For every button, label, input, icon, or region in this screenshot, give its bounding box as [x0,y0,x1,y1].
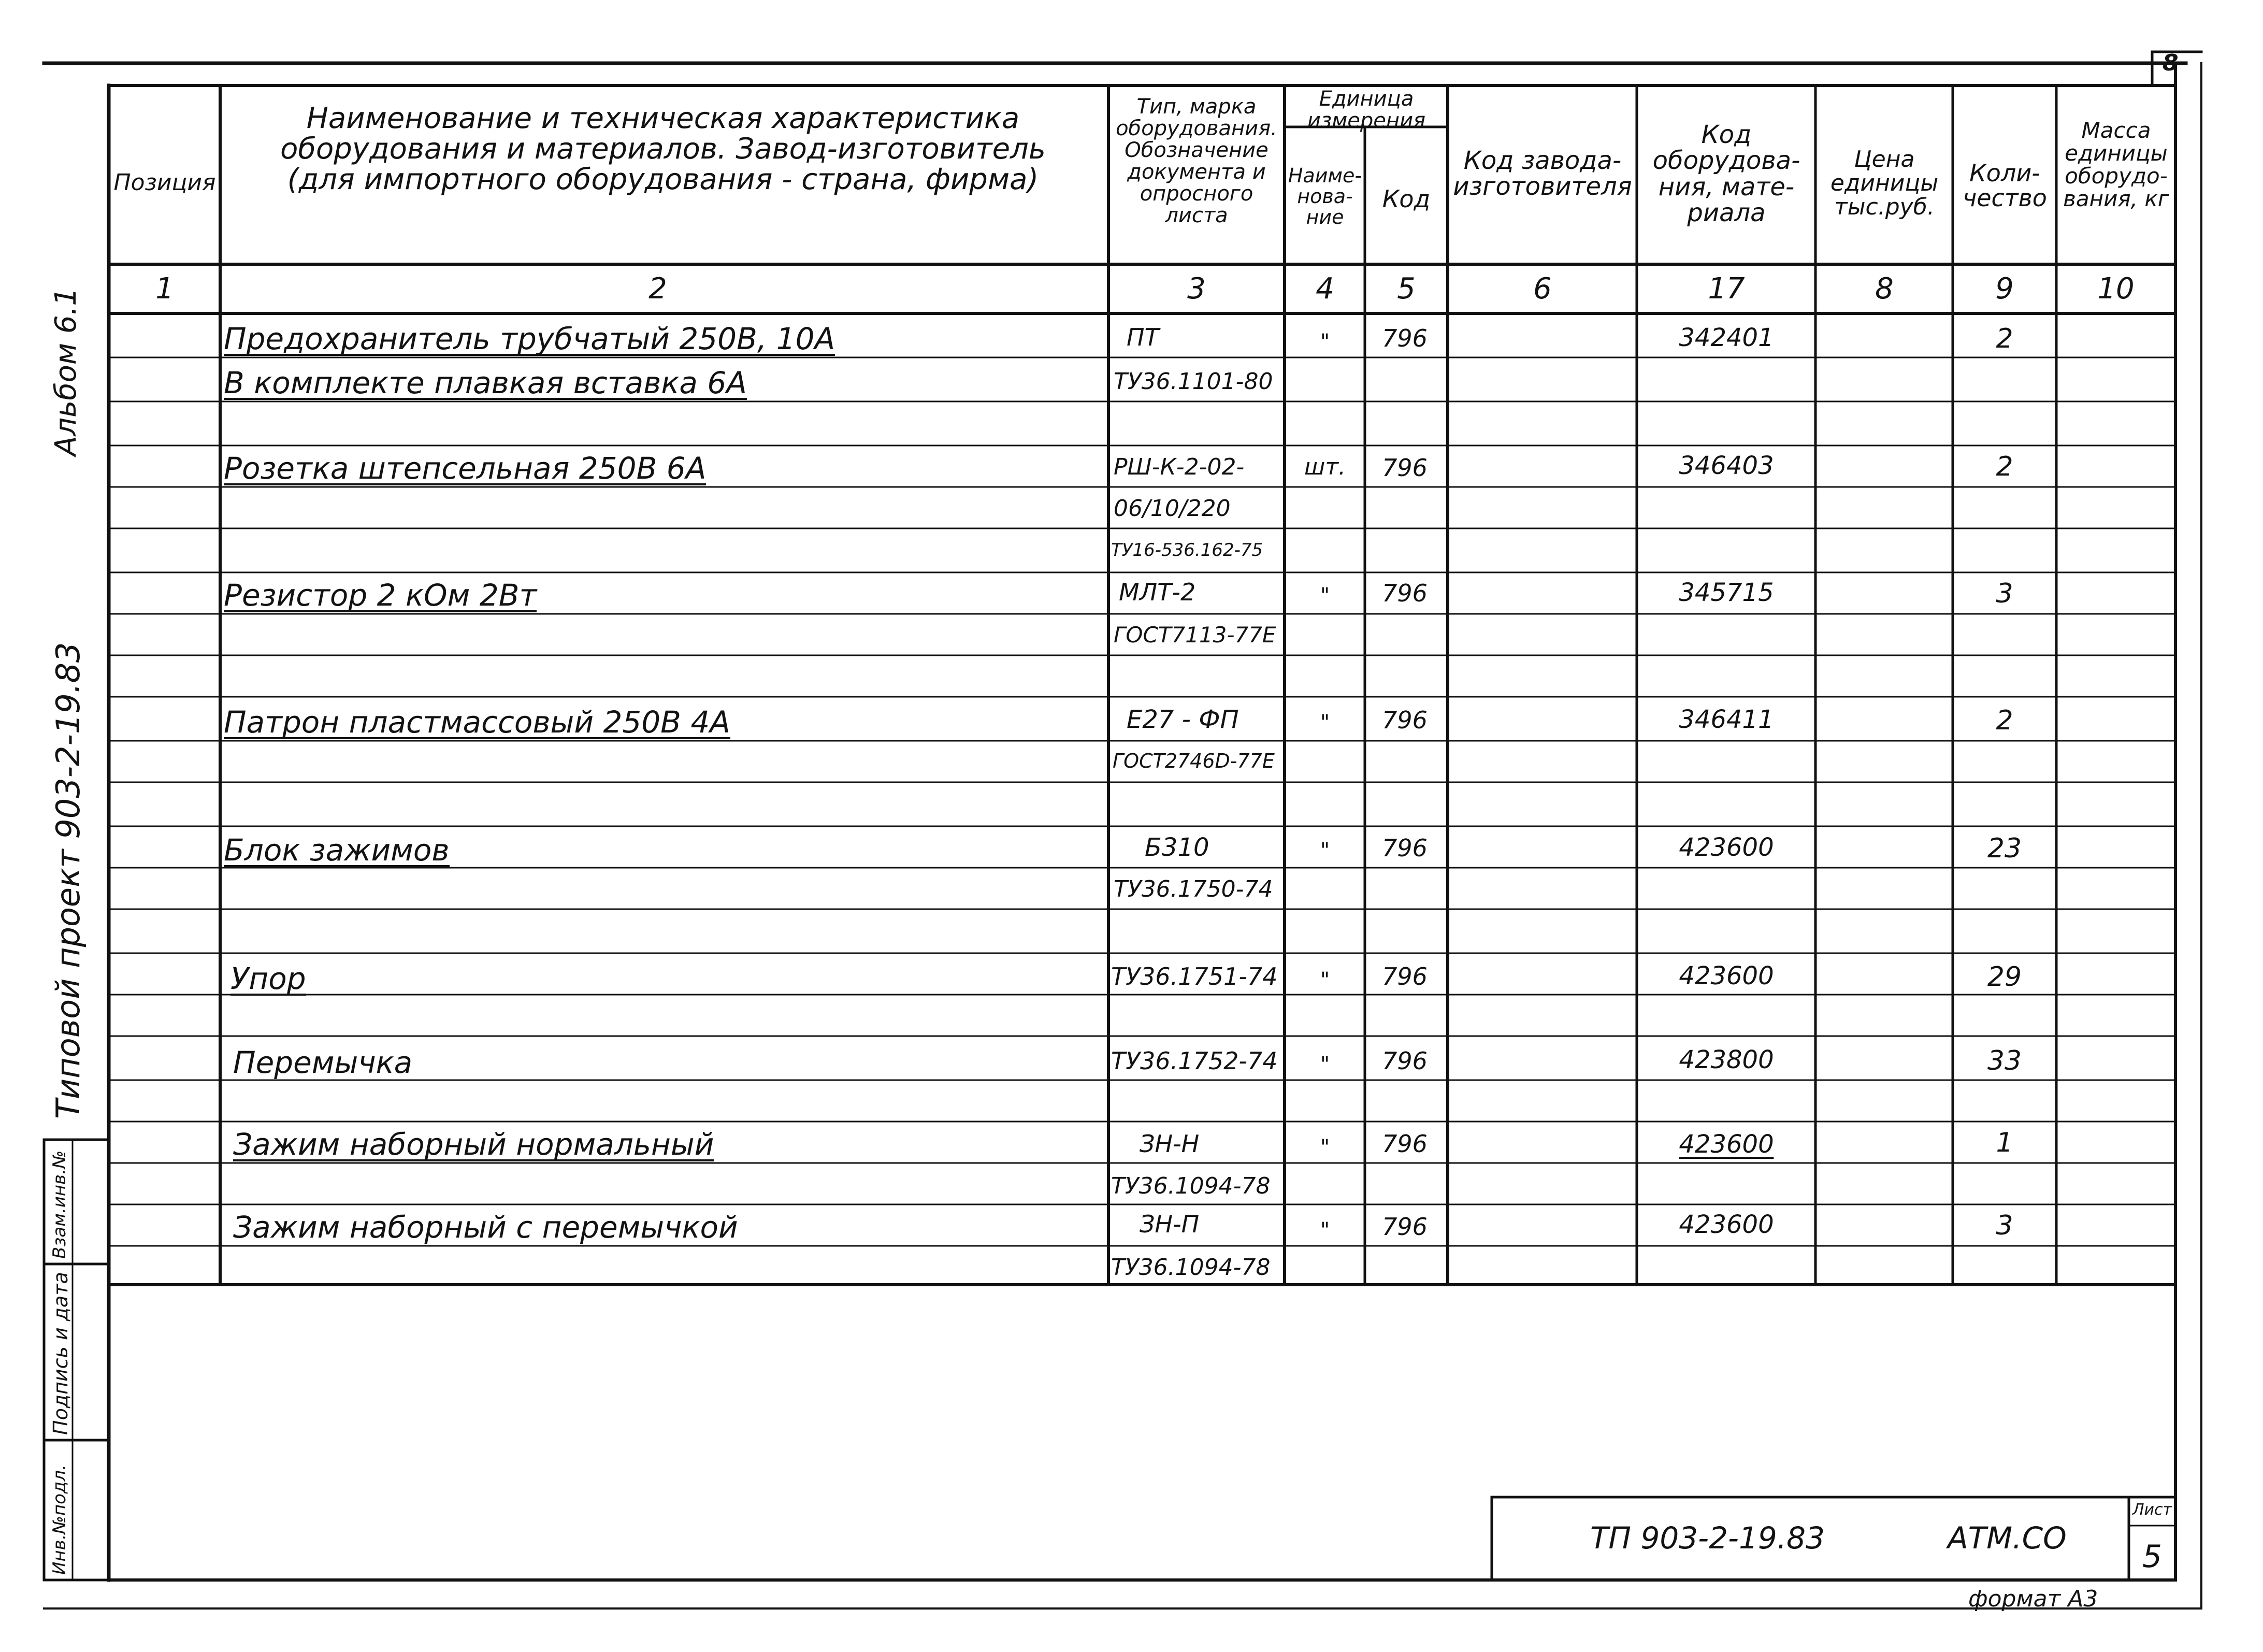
row-material-code: 423600 [1679,1130,1774,1159]
title-sheet-label: Лист [2132,1501,2172,1519]
row-name: Упор [230,961,306,996]
row-type: РШ-К-2-02- [1114,454,1245,480]
row-type: Б310 [1145,833,1209,862]
row-name: Зажим наборный с перемычкой [233,1210,738,1245]
row-quantity: 33 [1987,1045,2022,1076]
margin-album: Альбом 6.1 [49,287,83,456]
header-mass: Масса единицы оборудо-вания, кг [2063,118,2169,212]
header-position: Позиция [113,169,216,196]
margin-stamp-signature: Подпись и дата [49,1272,72,1435]
margin-project: Типовой проект 903-2-19.83 [49,642,87,1119]
header-manufacturer-code: Код завода-изготовителя [1453,146,1632,202]
header-unit-name: Наиме-нова-ние [1288,164,1362,228]
row-code: 796 [1382,834,1428,862]
row-type: ПТ [1127,323,1159,351]
row-code: 796 [1382,579,1428,607]
row-material-code: 423600 [1679,961,1774,990]
row-material-code: 346411 [1679,705,1774,734]
colnum-2: 2 [648,272,667,306]
colnum-7: 17 [1708,272,1745,306]
row-quantity: 29 [1987,961,2022,993]
row-unit: " [1320,839,1330,863]
row-type: 06/10/220 [1114,495,1231,522]
row-name: Розетка штепсельная 250В 6А [224,451,707,486]
title-sheet-number: 5 [2142,1539,2163,1575]
row-material-code: 423800 [1679,1045,1774,1074]
colnum-3: 3 [1187,272,1206,306]
row-type: ТУ36.1751-74 [1111,963,1278,990]
row-name: Резистор 2 кОм 2Вт [224,578,537,613]
row-material-code: 423600 [1679,833,1774,862]
row-material-code: 345715 [1679,578,1774,607]
row-code: 796 [1382,324,1428,352]
row-quantity: 2 [1996,705,2013,736]
row-name: Блок зажимов [224,832,450,868]
row-quantity: 3 [1996,578,2013,609]
row-code: 796 [1382,454,1428,482]
row-type: ЗН-П [1140,1210,1200,1238]
row-name: Патрон пластмассовый 250В 4А [224,705,730,740]
colnum-1: 1 [155,272,174,306]
row-type: ЗН-Н [1140,1130,1200,1158]
margin-stamp-replacement: Взам.инв.№ [49,1150,70,1259]
row-unit: " [1320,711,1330,735]
colnum-5: 5 [1397,272,1416,306]
row-unit: шт. [1304,454,1346,480]
margin-stamp-inventory: Инв.№подл. [49,1464,70,1575]
header-price: Цена единицы тыс.руб. [1830,146,1939,221]
row-material-code: 423600 [1679,1210,1774,1239]
row-type: ТУ36.1750-74 [1114,876,1273,902]
title-doc-code: ТП 903-2-19.83 [1590,1520,1825,1556]
row-type: ТУ36.1094-78 [1111,1254,1271,1281]
row-quantity: 2 [1996,451,2013,482]
colnum-10: 10 [2097,272,2135,306]
header-name: Наименование и техническая характеристика оборудования и материалов. Завод-изготовитель (для импортного оборудования - страна, фирма) [280,102,1046,196]
colnum-8: 8 [1875,272,1894,306]
row-unit: " [1320,1136,1330,1159]
row-code: 796 [1382,706,1428,734]
row-quantity: 1 [1996,1127,2013,1158]
row-name: Предохранитель трубчатый 250В, 10А [224,321,835,356]
title-mark: АТМ.СО [1948,1520,2067,1556]
row-code: 796 [1382,1130,1428,1158]
row-material-code: 346403 [1679,451,1774,480]
row-type: ТУ36.1752-74 [1111,1047,1278,1075]
colnum-6: 6 [1533,272,1552,306]
header-unit-code: Код [1382,185,1431,213]
header-type: Тип, марка оборудования. Обозначение документа и опросного листа [1116,95,1277,227]
top-sheet-number: 8 [2163,50,2179,76]
row-material-code: 342401 [1679,323,1774,352]
row-code: 796 [1382,1213,1428,1241]
row-code: 796 [1382,1047,1428,1075]
row-unit: " [1320,968,1330,992]
row-type: ТУ36.1094-78 [1111,1173,1271,1199]
row-unit: " [1320,1053,1330,1076]
colnum-4: 4 [1316,272,1334,306]
row-unit: " [1320,1218,1330,1242]
row-unit: " [1320,584,1330,608]
row-quantity: 3 [1996,1210,2013,1241]
format-note: формат А3 [1968,1586,2098,1612]
row-type: МЛТ-2 [1119,578,1196,606]
row-unit: " [1320,330,1330,354]
header-quantity: Коли-чество [1963,159,2047,212]
row-type: Е27 - ФП [1127,705,1239,734]
row-quantity: 2 [1996,323,2013,354]
header-material-code: Код оборудова-ния, мате-риала [1652,120,1800,228]
row-name: Зажим наборный нормальный [233,1127,714,1162]
colnum-9: 9 [1995,272,2014,306]
row-name: Перемычка [233,1045,413,1080]
header-unit-group: Единица измерения [1307,87,1426,133]
row-quantity: 23 [1987,833,2022,864]
row-name: В комплекте плавкая вставка 6А [224,365,747,400]
row-type: ТУ16-536.162-75 [1111,540,1263,561]
row-type: ГОСТ2746D-77Е [1113,750,1275,772]
row-type: ТУ36.1101-80 [1114,368,1273,395]
row-type: ГОСТ7113-77Е [1114,622,1276,648]
row-code: 796 [1382,963,1428,990]
